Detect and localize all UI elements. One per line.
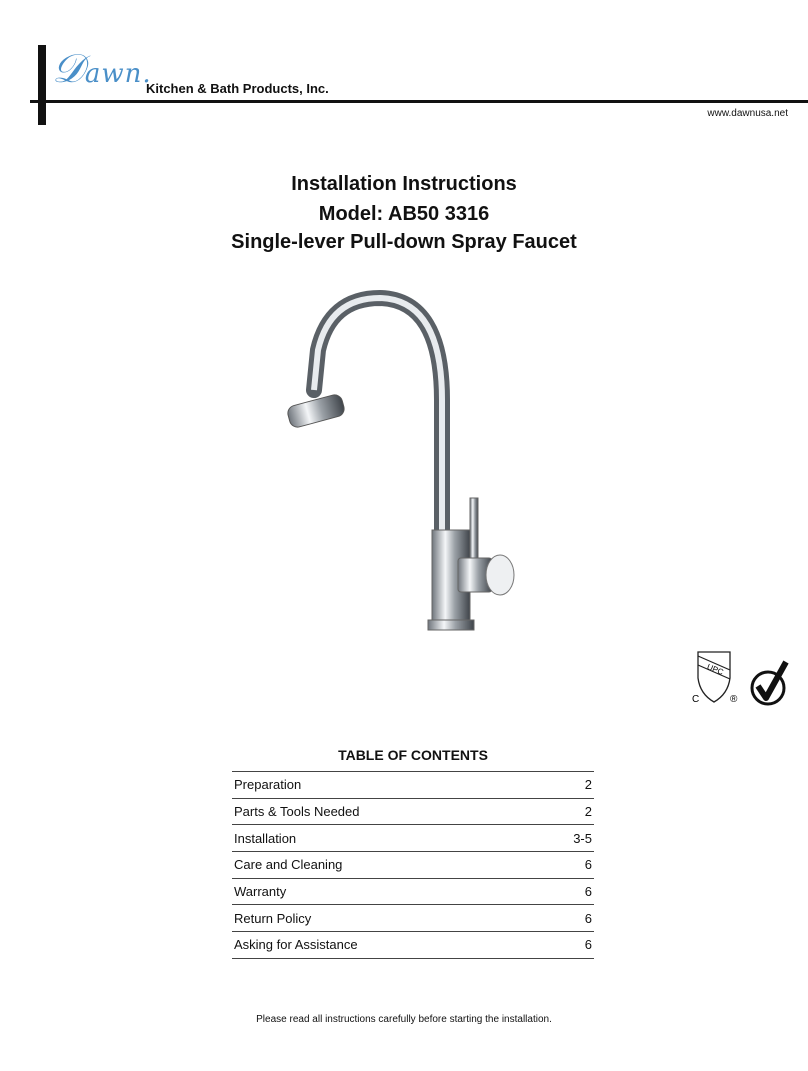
toc-page: 6 [540,932,594,959]
header-rule [30,100,808,103]
toc-row[interactable] [232,905,594,932]
toc-page: 6 [540,852,594,879]
toc-page: 2 [540,772,594,799]
model-number: Model: AB50 3316 [318,203,490,225]
company-name: Kitchen & Bath Products, Inc. [146,81,329,96]
toc-page: 6 [540,878,594,905]
toc-label: Installation [232,825,540,852]
faucet-image [270,280,530,640]
toc-page: 3-5 [540,825,594,852]
toc-label: Preparation [232,772,540,799]
toc-page: 6 [540,905,594,932]
toc-row[interactable] [232,825,594,852]
toc-heading: TABLE OF CONTENTS [338,747,488,763]
cupc-certification-mark [690,648,800,708]
toc-row[interactable] [232,932,594,959]
toc-row[interactable] [232,852,594,879]
toc-page: 2 [540,798,594,825]
c-text: C [692,694,700,705]
toc-row[interactable] [232,772,594,799]
toc-label: Care and Cleaning [232,852,540,879]
toc-label: Return Policy [232,905,540,932]
doc-title: Installation Instructions [291,173,517,195]
table-of-contents [232,771,594,959]
registered-mark: ® [730,694,738,705]
product-name: Single-lever Pull-down Spray Faucet [231,231,577,253]
toc-row[interactable] [232,798,594,825]
footer-note: Please read all instructions carefully before starting the installation. [256,1014,552,1025]
website-url: www.dawnusa.net [707,108,788,119]
upc-text: UPC [705,662,725,677]
header-bar [38,45,46,125]
toc-label: Warranty [232,878,540,905]
toc-label: Asking for Assistance [232,932,540,959]
toc-row[interactable] [232,878,594,905]
toc-label: Parts & Tools Needed [232,798,540,825]
dawn-logo: 𝒟awn. [52,46,152,92]
